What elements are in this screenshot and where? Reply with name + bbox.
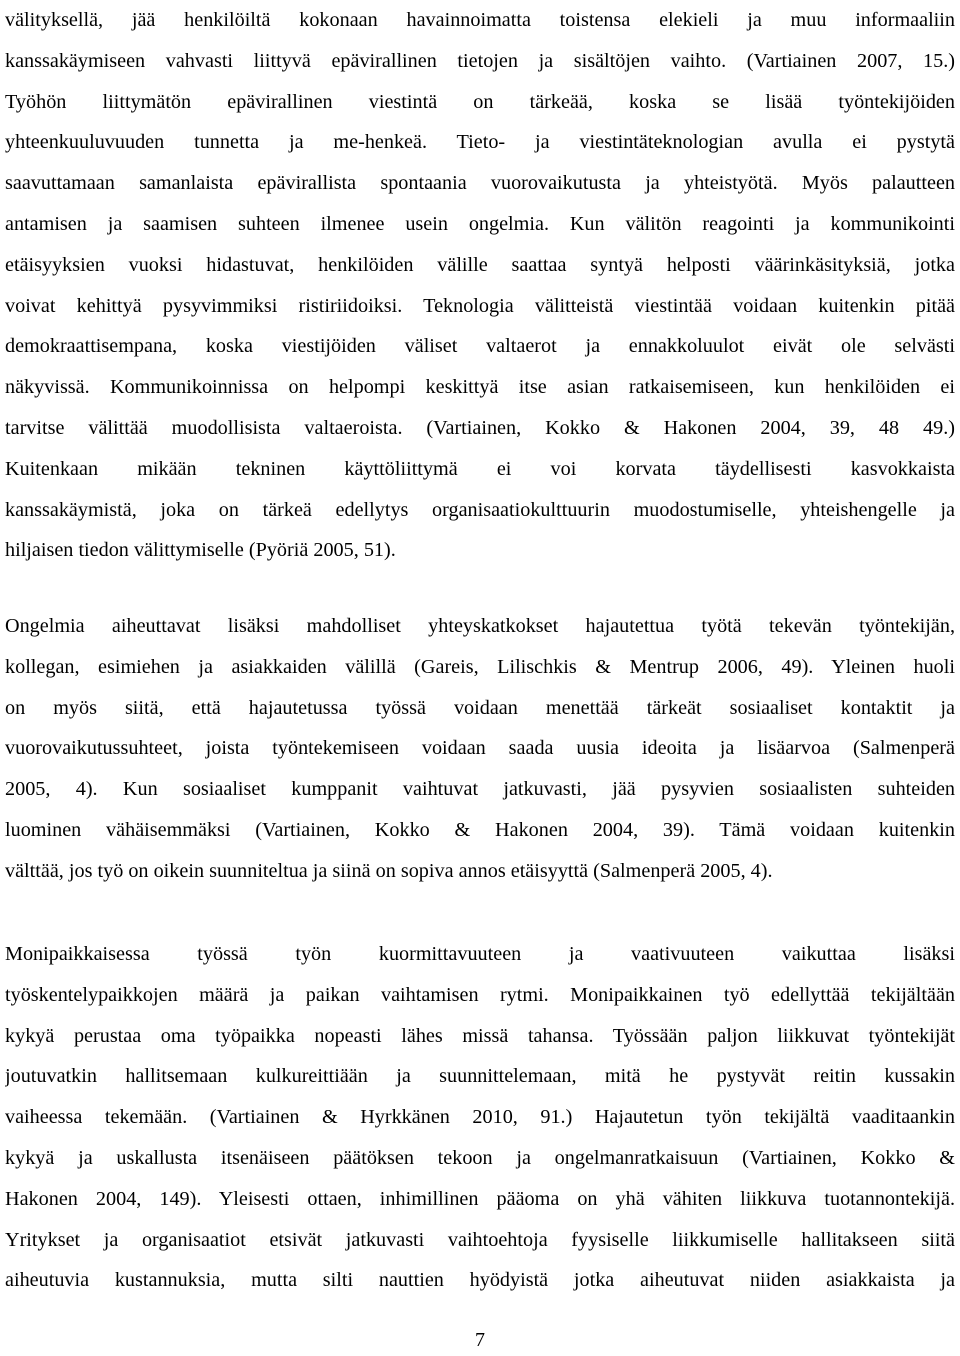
text-line: hiljaisen tiedon välittymiselle (Pyöriä 2005, 51). [5,539,396,562]
page-number: 7 [475,1329,485,1351]
text-line: kykyä ja uskallusta itsenäiseen päätöksen tekoon ja ongelmanratkaisuun (Vartiainen, Kokko & [5,1146,955,1169]
text-line: kykyä perustaa oma työpaikka nopeasti lähes missä tahansa. Työssään paljon liikkuvat työntekijät [5,1024,955,1047]
text-line: välttää, jos työ on oikein suunniteltua ja siinä on sopiva annos etäisyyttä (Salmenperä 2005, 4). [5,859,773,882]
text-line: joutuvatkin hallitsemaan kulkureittiään ja suunnittelemaan, mitä he pystyvät reitin kussakin [5,1065,955,1088]
text-line: saavuttamaan samanlaista epävirallista spontaania vuorovaikutusta ja yhteistyötä. Myös palautteen [5,172,955,195]
text-line: välityksellä, jää henkilöiltä kokonaan havainnoimatta toistensa elekieli ja muu informaaliin [5,9,955,31]
paragraph-2 [5,606,955,892]
text-line: näkyvissä. Kommunikoinnissa on helpompi keskittyä itse asian ratkaisemiseen, kun henkilöiden ei [5,376,955,399]
text-line: 2005, 4). Kun sosiaaliset kumppanit vaihtuvat jatkuvasti, jää pysyvien sosiaalisten suhteiden [5,778,955,801]
text-line: demokraattisempana, koska viestijöiden väliset valtaerot ja ennakkoluulot eivät ole selvästi [5,335,955,358]
text-line: tarvitse välittää muodollisista valtaeroista. (Vartiainen, Kokko & Hakonen 2004, 39, 48 49.) [5,416,955,439]
text-line: kanssakäymistä, joka on tärkeä edellytys organisaatiokulttuurin muodostumiselle, yhteishengelle ja [5,498,955,521]
text-line: Monipaikkaisessa työssä työn kuormittavuuteen ja vaativuuteen vaikuttaa lisäksi [5,943,955,965]
text-line: voivat kehittyä pysyvimmiksi ristiriidoiksi. Teknologia välitteistä viestintää voidaan kuitenkin pitää [5,294,955,317]
text-line: yhteenkuuluvuuden tunnetta ja me-henkeä. Tieto- ja viestintäteknologian avulla ei pystytä [5,131,955,154]
paragraph-3 [5,934,955,1301]
text-line: vaiheessa tekemään. (Vartiainen & Hyrkkänen 2010, 91.) Hajautetun työn tekijältä vaaditaankin [5,1106,955,1129]
text-line: Ongelmia aiheuttavat lisäksi mahdolliset yhteyskatkokset hajautettua työtä tekevän työntekijän, [5,615,955,637]
text-line: Hakonen 2004, 149). Yleisesti ottaen, inhimillinen pääoma on yhä vähiten liikkuva tuotannontekijä. [5,1187,955,1210]
text-line: Yritykset ja organisaatiot etsivät jatkuvasti vaihtoehtoja fyysiselle liikkumiselle hallitakseen siitä [5,1228,955,1251]
text-line: kollegan, esimiehen ja asiakkaiden välillä (Gareis, Lilischkis & Mentrup 2006, 49). Yleinen huoli [5,655,955,678]
text-line: aiheutuvia kustannuksia, mutta silti nauttien hyödyistä jotka aiheutuvat niiden asiakkaista ja [5,1269,955,1292]
text-line: vuorovaikutussuhteet, joista työntekemiseen voidaan saada uusia ideoita ja lisäarvoa (Salmenperä [5,737,955,760]
text-line: kanssakäymiseen vahvasti liittyvä epävirallinen tietojen ja sisältöjen vaihto. (Vartiainen 2007, 15.) [5,49,955,72]
text-line: Kuitenkaan mikään tekninen käyttöliittymä ei voi korvata täydellisesti kasvokkaista [5,457,955,480]
text-line: on myös siitä, että hajautetussa työssä voidaan menettää tärkeät sosiaaliset kontaktit ja [5,696,955,719]
text-line: työskentelypaikkojen määrä ja paikan vaihtamisen rytmi. Monipaikkainen työ edellyttää tekijältään [5,983,955,1006]
paragraph-1 [5,0,955,571]
text-line: Työhön liittymätön epävirallinen viestintä on tärkeää, koska se lisää työntekijöiden [5,90,955,113]
text-line: luominen vähäisemmäksi (Vartiainen, Kokko & Hakonen 2004, 39). Tämä voidaan kuitenkin [5,818,955,841]
text-line: antamisen ja saamisen suhteen ilmenee usein ongelmia. Kun välitön reagointi ja kommunikointi [5,212,955,235]
text-line: etäisyyksien vuoksi hidastuvat, henkilöiden välille saattaa syntyä helposti väärinkäsityksiä, jotka [5,253,955,276]
